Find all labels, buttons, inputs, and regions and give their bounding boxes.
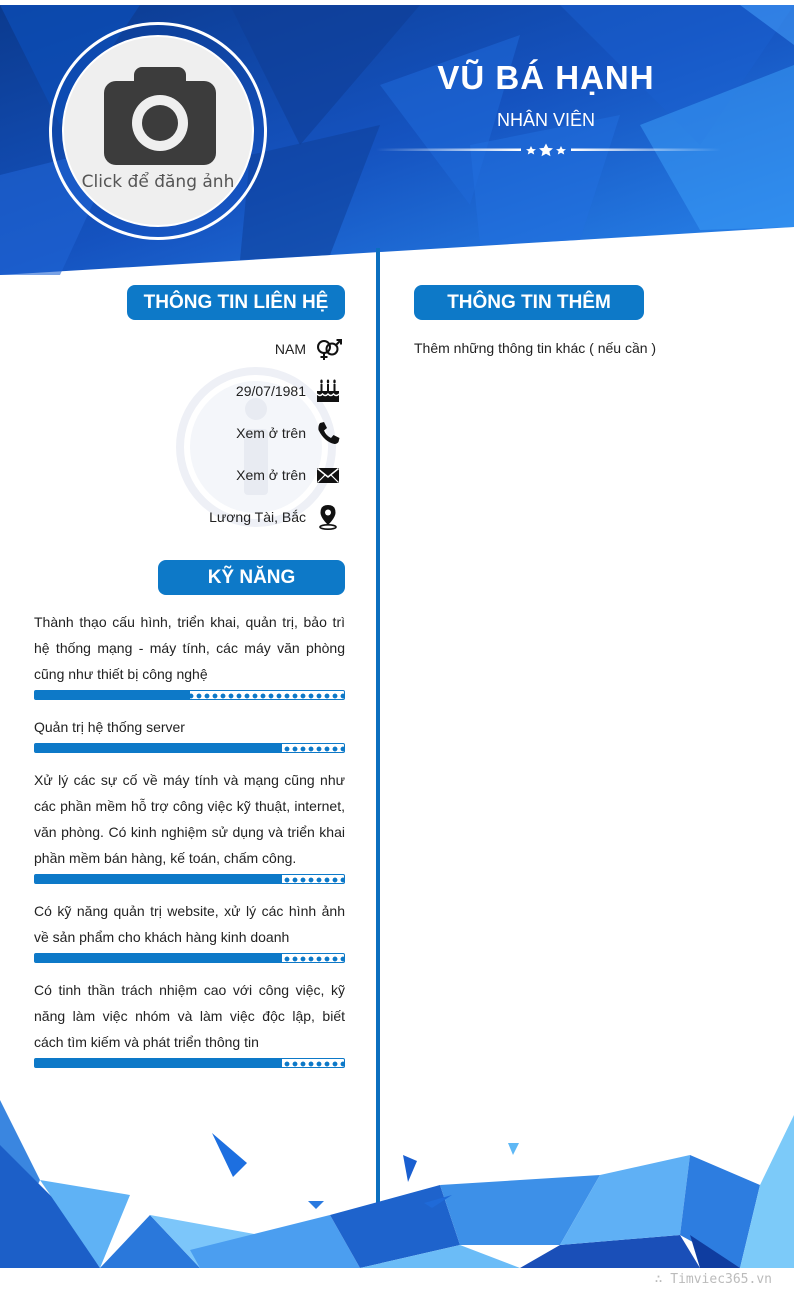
phone-icon xyxy=(314,420,342,446)
skill-item xyxy=(34,977,345,1068)
skill-text: Có kỹ năng quản trị website, xử lý các hình ảnh về sản phẩm cho khách hàng kinh doanh xyxy=(34,903,345,945)
cv-page xyxy=(0,5,794,1268)
skill-level-bar xyxy=(34,1058,345,1068)
skill-item xyxy=(34,609,345,700)
skill-text: Xử lý các sự cố về máy tính và mạng cũng như các phần mềm hỗ trợ công việc kỹ thuật, internet, văn phòng. Có kinh nghiệm sử dụng và triển khai phần mềm bán hàng, kế toán, chấm công. xyxy=(34,772,345,866)
site-watermark-link[interactable]: ∴ Timviec365.vn xyxy=(654,1272,772,1287)
extra-info-section-heading: THÔNG TIN THÊM xyxy=(414,285,644,320)
skills-list xyxy=(34,609,345,1082)
contact-birthday xyxy=(236,377,342,405)
avatar-upload[interactable] xyxy=(62,35,254,227)
footer-decoration xyxy=(0,1085,794,1268)
address-value: Lương Tài, Bắc xyxy=(209,509,306,525)
skill-text: Có tinh thần trách nhiệm cao với công việc, kỹ năng làm việc nhóm và làm việc độc lập, biết cách tìm kiếm và phát triển thông tin xyxy=(34,982,345,1050)
skill-item xyxy=(34,714,345,753)
phone-value: Xem ở trên xyxy=(236,425,306,441)
star-divider xyxy=(376,140,726,160)
camera-icon xyxy=(104,67,216,165)
skill-text: Thành thạo cấu hình, triển khai, quản trị, bảo trì hệ thống mạng - máy tính, các máy văn phòng cũng như thiết bị công nghệ xyxy=(34,614,345,682)
contact-email xyxy=(236,461,342,489)
email-value: Xem ở trên xyxy=(236,467,306,483)
skill-level-bar xyxy=(34,743,345,753)
skill-level-bar xyxy=(34,953,345,963)
birthday-value: 29/07/1981 xyxy=(235,383,306,399)
email-icon xyxy=(314,462,342,488)
candidate-title: NHÂN VIÊN xyxy=(496,110,595,130)
contact-gender xyxy=(275,335,342,363)
skill-text: Quản trị hệ thống server xyxy=(34,719,185,735)
extra-info-text[interactable]: Thêm những thông tin khác ( nếu cần ) xyxy=(414,340,657,356)
contact-phone xyxy=(236,419,342,447)
column-divider xyxy=(376,248,380,1230)
skills-section-heading: KỸ NĂNG xyxy=(158,560,345,595)
location-pin-icon xyxy=(314,504,342,530)
skill-level-bar xyxy=(34,874,345,884)
gender-icon xyxy=(314,336,342,362)
contact-address xyxy=(209,503,342,531)
birthday-cake-icon xyxy=(314,378,342,404)
gender-value: NAM xyxy=(274,341,306,357)
avatar-caption: Click để đăng ảnh xyxy=(81,172,235,192)
skill-item xyxy=(34,767,345,884)
candidate-name: VŨ BÁ HẠNH xyxy=(437,59,655,96)
contact-section-heading: THÔNG TIN LIÊN HỆ xyxy=(127,285,345,320)
skill-item xyxy=(34,898,345,963)
skill-level-bar xyxy=(34,690,345,700)
